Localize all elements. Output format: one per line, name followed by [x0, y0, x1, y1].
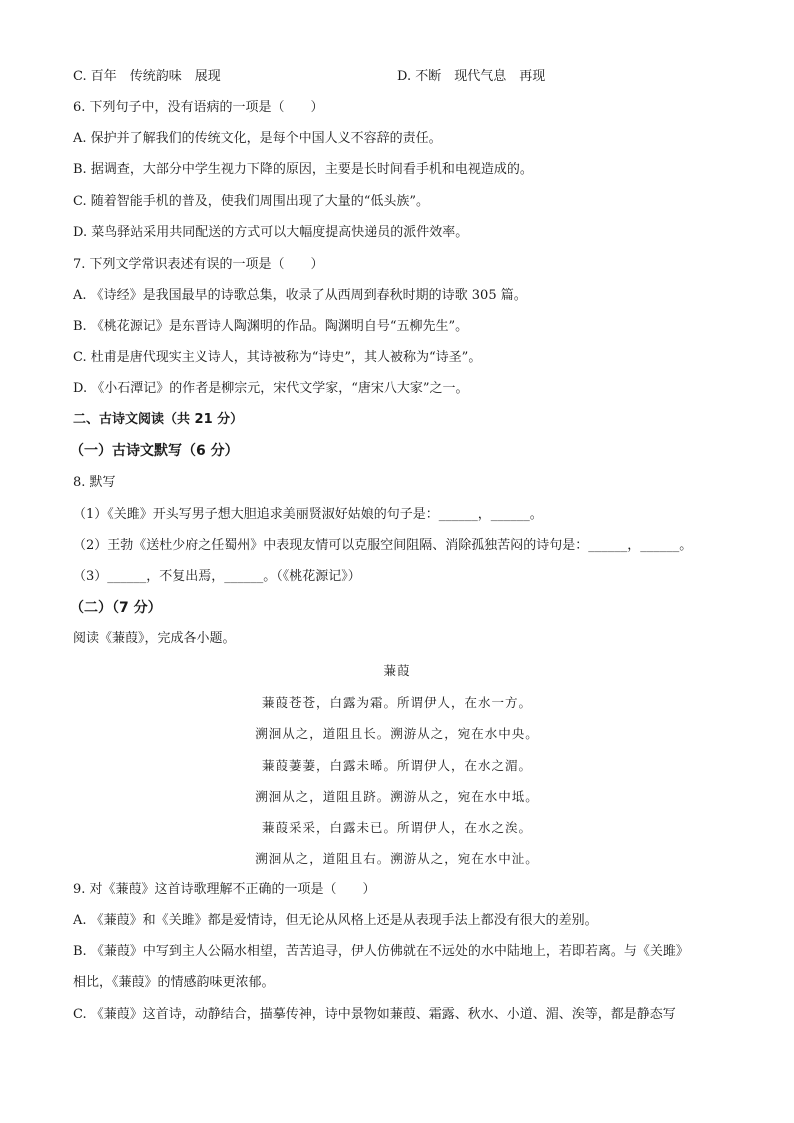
q6-option-c: C. 随着智能手机的普及，使我们周围出现了大量的“低头族”。	[73, 194, 430, 209]
q6-stem: 6. 下列句子中，没有语病的一项是（ ）	[73, 100, 324, 115]
section-2-title: 二、古诗文阅读（共 21 分）	[73, 412, 244, 427]
poem-line: 蒹葭苍苍，白露为霜。所谓伊人，在水一方。	[261, 695, 532, 710]
q9-option-b: B. 《蒹葭》中写到主人公隔水相望，苦苦追寻，伊人仿佛就在不远处的水中陆地上，若即若离。与《关雎》	[73, 944, 689, 959]
q7-option-d: D. 《小石潭记》的作者是柳宗元，宋代文学家，“唐宋八大家”之一。	[73, 381, 469, 396]
q8-item-1: （1）《关雎》开头写男子想大胆追求美丽贤淑好姑娘的句子是：______，______。	[73, 507, 543, 522]
poem-line: 溯洄从之，道阻且长。溯游从之，宛在水中央。	[255, 726, 539, 741]
q8-item-3: （3）______，不复出焉，______。（《桃花源记》）	[73, 569, 361, 584]
poem-title: 蒹葭	[383, 663, 411, 678]
q6-option-d: D. 菜鸟驿站采用共同配送的方式可以大幅度提高快递员的派件效率。	[73, 225, 469, 240]
part-2-title: （二）（7 分）	[70, 600, 162, 616]
poem-line: 溯洄从之，道阻且右。溯游从之，宛在水中沚。	[255, 851, 539, 866]
poem-line: 溯洄从之，道阻且跻。溯游从之，宛在水中坻。	[255, 789, 539, 804]
poem-line: 蒹葭萋萋，白露未晞。所谓伊人，在水之湄。	[261, 758, 532, 773]
q5-option-d: D. 不断 现代气息 再现	[397, 69, 546, 84]
part-1-title: （一）古诗文默写（6 分）	[70, 443, 239, 459]
q7-option-c: C. 杜甫是唐代现实主义诗人，其诗被称为“诗史”，其人被称为“诗圣”。	[73, 350, 482, 365]
q8-stem: 8. 默写	[73, 475, 116, 490]
q9-stem: 9. 对《蒹葭》这首诗歌理解不正确的一项是（ ）	[73, 882, 376, 897]
q6-option-a: A. 保护并了解我们的传统文化，是每个中国人义不容辞的责任。	[73, 131, 442, 146]
q5-option-c: C. 百年 传统韵味 展现	[73, 69, 221, 84]
q8-item-2: （2）王勃《送杜少府之任蜀州》中表现友情可以克服空间阻隔、消除孤独苦闷的诗句是：______，______。	[73, 538, 693, 553]
q7-option-a: A. 《诗经》是我国最早的诗歌总集，收录了从西周到春秋时期的诗歌 305 篇。	[73, 288, 527, 303]
q7-option-b: B. 《桃花源记》是东晋诗人陶渊明的作品。陶渊明自号“五柳先生”。	[73, 319, 469, 334]
q7-stem: 7. 下列文学常识表述有误的一项是（ ）	[73, 257, 324, 272]
q9-option-c: C. 《蒹葭》这首诗，动静结合，描摹传神，诗中景物如蒹葭、霜露、秋水、小道、湄、涘等，都是静态写	[73, 1007, 676, 1022]
q6-option-b: B. 据调查，大部分中学生视力下降的原因，主要是长时间看手机和电视造成的。	[73, 162, 533, 177]
q9-option-b-continued: 相比，《蒹葭》的情感韵味更浓郁。	[73, 975, 275, 990]
q9-option-a: A. 《蒹葭》和《关雎》都是爱情诗，但无论从风格上还是从表现手法上都没有很大的差别。	[73, 913, 598, 928]
poem-line: 蒹葭采采，白露未已。所谓伊人，在水之涘。	[261, 820, 532, 835]
part-2-intro: 阅读《蒹葭》，完成各小题。	[73, 631, 236, 646]
